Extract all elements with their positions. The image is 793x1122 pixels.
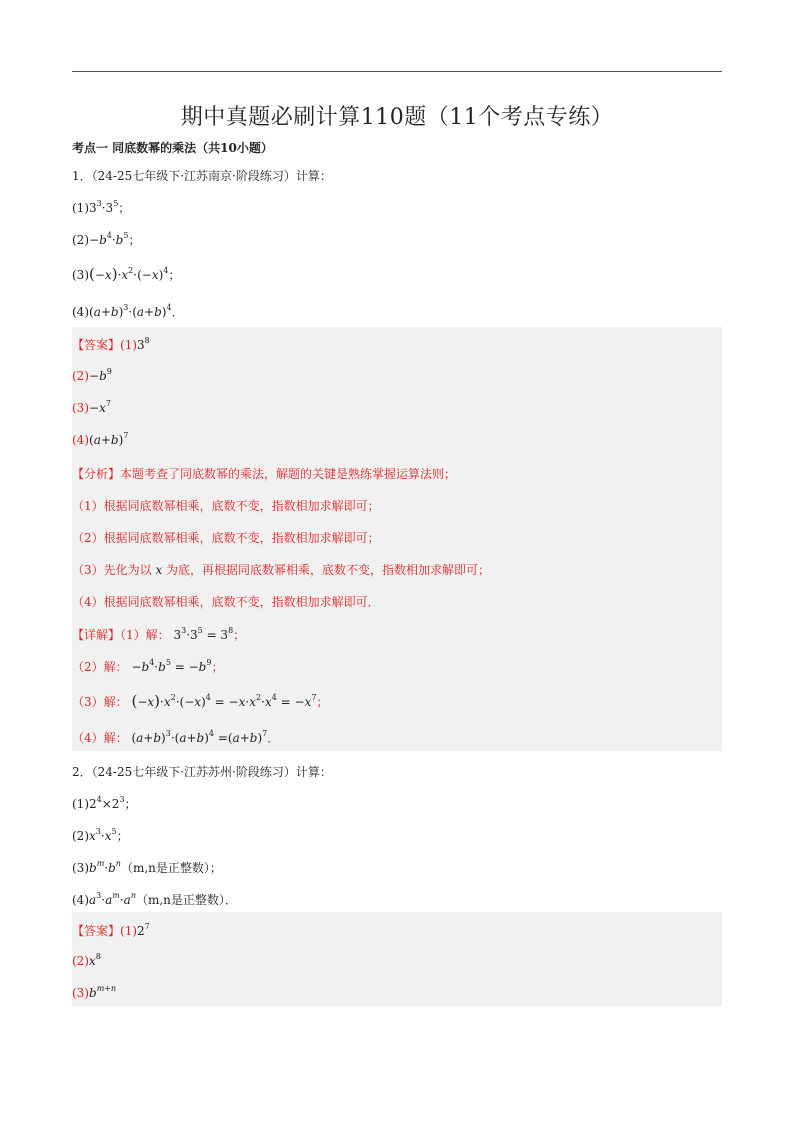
q2-part-4: $(4)a^3\cdot a^m\cdot a^n(m,n$是正整数）． — [72, 891, 237, 907]
q1-analysis-1: （1）根据同底数幂相乘，底数不变，指数相加求解即可； — [72, 499, 380, 513]
q1-detail-1: 【详解】（1）解： $3^3\cdot 3^5 = 3^8$； — [72, 626, 246, 642]
q2-stem: 2．（24-25七年级下·江苏苏州·阶段练习）计算： — [72, 765, 332, 779]
q1-detail-3: （3）解： $(-x)\cdot x^2\cdot(-x)^4 = -x\cdot x^2\cdot x^4 = -x^7$； — [72, 692, 329, 710]
q1-detail-2: （2）解： $-b^4\cdot b^5 = -b^9$； — [72, 658, 224, 674]
q1-analysis-4: （4）根据同底数幂相乘，底数不变，指数相加求解即可． — [72, 595, 380, 609]
q2-answer-3: $(3)b^{m+n}$ — [72, 984, 117, 1000]
q1-answer-2: $(2)-b^9$ — [72, 367, 112, 383]
q1-detail-4: （4）解： $(a+b)^3\cdot(a+b)^4 =(a+b)^7$． — [72, 729, 280, 745]
q1-analysis-2: （2）根据同底数幂相乘，底数不变，指数相加求解即可； — [72, 531, 380, 545]
q1-answer-3: $(3)-x^7$ — [72, 399, 111, 415]
q2-part-1: $(1)2^4\times 2^3$； — [72, 795, 137, 811]
q2-solution-box — [72, 912, 722, 1006]
page-title: 期中真题必刷计算110题（11个考点专练） — [180, 105, 614, 130]
q1-part-1: $(1)3^3\cdot 3^5$； — [72, 199, 131, 215]
q1-analysis-3: （3）先化为以 x 为底，再根据同底数幂相乘，底数不变，指数相加求解即可； — [72, 563, 491, 577]
q1-part-3: $(3)(-x)\cdot x^2\cdot(-x)^4$； — [72, 265, 181, 283]
q1-answer-4: $(4)(a+b)^7$ — [72, 431, 129, 447]
q1-part-4: $(4)(a+b)^3\cdot(a+b)^4$． — [72, 303, 184, 319]
q1-answer-1: 【答案】$(1)3^8$ — [72, 336, 150, 352]
q2-part-2: $(2)x^3\cdot x^5$； — [72, 827, 129, 843]
q2-part-3: $(3)b^m\cdot b^n(m,n$是正整数）； — [72, 859, 222, 875]
section-heading: 考点一 同底数幂的乘法（共10小题） — [72, 141, 273, 155]
q1-stem: 1．（24-25七年级下·江苏南京·阶段练习）计算： — [72, 169, 332, 183]
q2-answer-2: $(2)x^8$ — [72, 952, 101, 968]
top-rule — [72, 71, 722, 72]
q1-analysis: 【分析】本题考查了同底数幂的乘法，解题的关键是熟练掌握运算法则； — [72, 467, 457, 481]
q1-part-2: $(2)-b^4\cdot b^5$； — [72, 231, 141, 247]
q2-answer-1: 【答案】$(1)2^7$ — [72, 922, 150, 938]
